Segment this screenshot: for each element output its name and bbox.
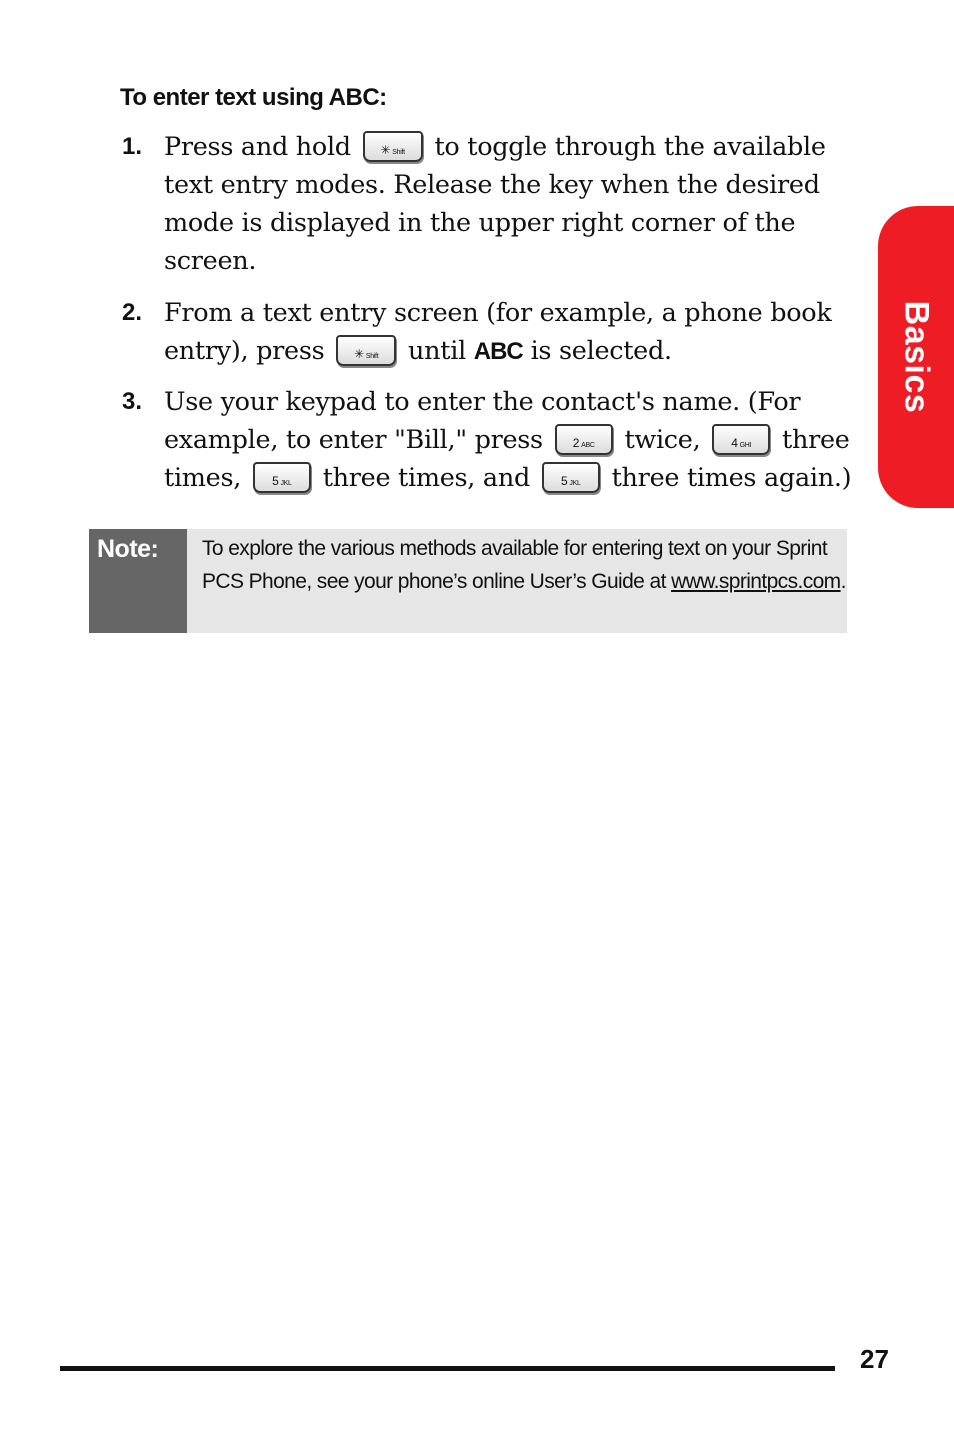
mode-label: ABC xyxy=(473,338,523,365)
key-4-icon: 4 GHI xyxy=(712,424,770,455)
note-label-box xyxy=(89,529,187,633)
key-2-icon: 2 ABC xyxy=(555,424,613,455)
step-text: From a text entry screen (for example, a phone book entry), press ✳ Shift until ABC is selected. xyxy=(164,298,832,366)
footer-rule xyxy=(60,1366,835,1371)
step-text: Use your keypad to enter the contact's name. (For example, to enter "Bill," press 2 ABC twice, 4 GHI three times, 5 JKL three times, and 5 JKL three times again.) xyxy=(164,387,852,493)
note-text: To explore the various methods available for entering text on your Sprint PCS Phone, see your phone’s online User’s Guide at www.sprintpcs.com. xyxy=(202,537,846,593)
key-5-icon: 5 JKL xyxy=(253,462,311,493)
step-number: 2. xyxy=(122,299,143,326)
note-box xyxy=(89,529,847,633)
step-number: 1. xyxy=(122,133,143,160)
page-number: 27 xyxy=(860,1344,889,1374)
step-2 xyxy=(122,294,852,371)
step-number: 3. xyxy=(122,388,143,415)
shift-key-icon: ✳ Shift xyxy=(336,335,396,366)
note-label: Note: xyxy=(97,535,159,563)
step-text: Press and hold ✳ Shift to toggle through the available text entry modes. Release the key when the desired mode is displayed in the upper right corner of the screen. xyxy=(164,132,826,276)
step-3 xyxy=(122,383,852,497)
key-5-icon: 5 JKL xyxy=(542,462,600,493)
section-heading: To enter text using ABC: xyxy=(120,84,387,111)
shift-key-icon: ✳ Shift xyxy=(363,131,423,162)
step-1 xyxy=(122,128,852,280)
section-tab xyxy=(878,206,954,508)
sprintpcs-link[interactable]: www.sprintpcs.com xyxy=(671,570,841,593)
section-tab-label: Basics xyxy=(897,300,936,414)
